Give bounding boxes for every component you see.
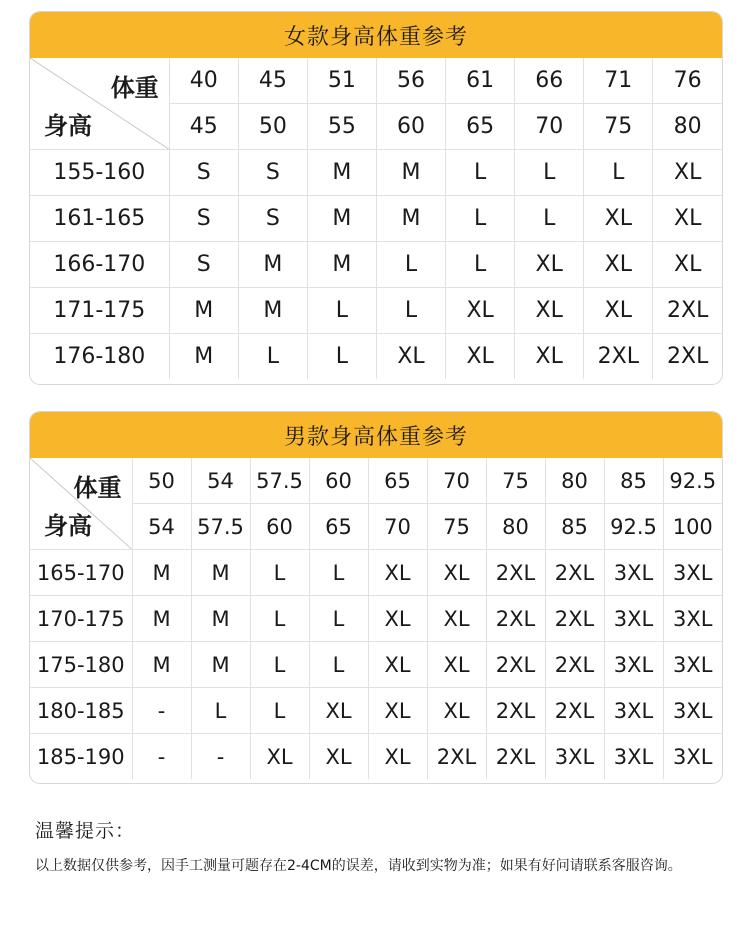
height-range-cell: 176-180 (30, 334, 169, 380)
size-cell: L (250, 550, 309, 596)
size-cell: XL (368, 596, 427, 642)
size-cell: 2XL (584, 334, 653, 380)
size-cell: 2XL (486, 642, 545, 688)
height-range-cell: 170-175 (30, 596, 132, 642)
weight-max-cell: 54 (132, 504, 191, 550)
size-cell: 2XL (545, 550, 604, 596)
size-cell: 3XL (604, 734, 663, 780)
weight-min-cell: 56 (376, 58, 445, 104)
size-cell: L (250, 642, 309, 688)
size-cell: XL (376, 334, 445, 380)
table-row (30, 150, 722, 196)
weight-min-cell: 80 (545, 458, 604, 504)
height-range-cell: 155-160 (30, 150, 169, 196)
size-cell: 3XL (604, 550, 663, 596)
size-cell: L (307, 288, 376, 334)
size-cell: L (309, 642, 368, 688)
height-range-cell: 166-170 (30, 242, 169, 288)
men-weight-row-1 (30, 458, 722, 504)
weight-min-cell: 76 (653, 58, 722, 104)
size-cell: 2XL (545, 642, 604, 688)
table-row (30, 688, 722, 734)
height-range-cell: 180-185 (30, 688, 132, 734)
women-weight-row-1 (30, 58, 722, 104)
size-cell: XL (446, 334, 515, 380)
size-cell: S (169, 196, 238, 242)
size-cell: XL (427, 688, 486, 734)
size-cell: 2XL (486, 688, 545, 734)
weight-max-cell: 70 (515, 104, 584, 150)
weight-max-cell: 57.5 (191, 504, 250, 550)
size-cell: 3XL (663, 550, 722, 596)
weight-max-cell: 60 (250, 504, 309, 550)
weight-max-cell: 55 (307, 104, 376, 150)
size-cell: XL (584, 196, 653, 242)
size-cell: XL (427, 642, 486, 688)
weight-max-cell: 75 (584, 104, 653, 150)
table-row (30, 642, 722, 688)
size-cell: XL (584, 288, 653, 334)
women-corner-cell (30, 58, 169, 150)
size-cell: L (307, 334, 376, 380)
weight-min-cell: 66 (515, 58, 584, 104)
weight-max-cell: 50 (238, 104, 307, 150)
height-range-cell: 185-190 (30, 734, 132, 780)
weight-max-cell: 75 (427, 504, 486, 550)
size-cell: M (169, 288, 238, 334)
size-cell: M (238, 242, 307, 288)
height-range-cell: 175-180 (30, 642, 132, 688)
size-cell: XL (368, 642, 427, 688)
size-cell: L (446, 150, 515, 196)
tips-title: 温馨提示： (35, 820, 136, 842)
size-cell: XL (446, 288, 515, 334)
size-cell: 2XL (653, 334, 722, 380)
table-row (30, 196, 722, 242)
size-cell: XL (653, 242, 722, 288)
size-cell: XL (515, 288, 584, 334)
size-cell: L (584, 150, 653, 196)
table-row (30, 288, 722, 334)
size-cell: L (309, 596, 368, 642)
size-cell: 2XL (486, 596, 545, 642)
size-cell: M (132, 550, 191, 596)
height-range-cell: 161-165 (30, 196, 169, 242)
men-weight-row-2 (30, 504, 722, 550)
size-cell: XL (515, 334, 584, 380)
weight-min-cell: 71 (584, 58, 653, 104)
size-cell: 3XL (663, 596, 722, 642)
weight-min-cell: 54 (191, 458, 250, 504)
size-cell: L (446, 242, 515, 288)
table-row (30, 734, 722, 780)
weight-max-cell: 80 (486, 504, 545, 550)
size-cell: S (169, 150, 238, 196)
size-cell: M (307, 150, 376, 196)
size-cell: M (191, 596, 250, 642)
size-cell: L (238, 334, 307, 380)
weight-max-cell: 80 (653, 104, 722, 150)
height-range-cell: 165-170 (30, 550, 132, 596)
size-cell: XL (309, 734, 368, 780)
size-cell: 3XL (663, 734, 722, 780)
women-size-card (29, 11, 723, 385)
size-cell: XL (250, 734, 309, 780)
weight-min-cell: 70 (427, 458, 486, 504)
size-cell: M (238, 288, 307, 334)
men-corner-cell (30, 458, 132, 550)
weight-max-cell: 60 (376, 104, 445, 150)
weight-min-cell: 45 (238, 58, 307, 104)
men-size-table (30, 458, 722, 779)
weight-min-cell: 60 (309, 458, 368, 504)
weight-max-cell: 100 (663, 504, 722, 550)
size-cell: XL (653, 196, 722, 242)
women-size-table (30, 58, 722, 379)
size-cell: S (169, 242, 238, 288)
size-cell: - (191, 734, 250, 780)
size-cell: L (309, 550, 368, 596)
size-cell: XL (368, 734, 427, 780)
size-cell: L (515, 150, 584, 196)
size-cell: L (515, 196, 584, 242)
size-cell: M (191, 642, 250, 688)
women-table-title: 女款身高体重参考 (30, 12, 722, 58)
weight-min-cell: 92.5 (663, 458, 722, 504)
size-cell: L (446, 196, 515, 242)
men-table-title: 男款身高体重参考 (30, 412, 722, 458)
size-cell: M (376, 150, 445, 196)
size-cell: - (132, 688, 191, 734)
weight-min-cell: 40 (169, 58, 238, 104)
size-cell: 2XL (545, 596, 604, 642)
size-cell: 2XL (653, 288, 722, 334)
height-range-cell: 171-175 (30, 288, 169, 334)
weight-max-cell: 85 (545, 504, 604, 550)
size-cell: M (132, 642, 191, 688)
size-cell: L (250, 688, 309, 734)
table-row (30, 596, 722, 642)
size-cell: XL (368, 550, 427, 596)
size-cell: M (376, 196, 445, 242)
size-cell: L (250, 596, 309, 642)
weight-min-cell: 51 (307, 58, 376, 104)
men-size-card (29, 411, 723, 784)
size-cell: M (307, 196, 376, 242)
size-cell: L (191, 688, 250, 734)
weight-min-cell: 75 (486, 458, 545, 504)
table-row (30, 550, 722, 596)
table-row (30, 242, 722, 288)
weight-max-cell: 70 (368, 504, 427, 550)
size-cell: 3XL (604, 688, 663, 734)
size-cell: XL (427, 596, 486, 642)
tips-text: 以上数据仅供参考，因手工测量可题存在2-4CM的误差，请收到实物为准；如果有好问请联系客服咨询。 (35, 858, 682, 874)
weight-min-cell: 61 (446, 58, 515, 104)
size-cell: XL (515, 242, 584, 288)
men-height-label: 身高 (44, 512, 92, 540)
size-cell: S (238, 150, 307, 196)
weight-min-cell: 50 (132, 458, 191, 504)
size-cell: 3XL (604, 596, 663, 642)
size-cell: 2XL (545, 688, 604, 734)
weight-max-cell: 65 (309, 504, 368, 550)
size-cell: XL (368, 688, 427, 734)
size-cell: 3XL (663, 688, 722, 734)
women-weight-label: 体重 (110, 74, 159, 102)
men-weight-label: 体重 (73, 474, 122, 502)
table-row (30, 334, 722, 380)
size-cell: M (191, 550, 250, 596)
size-cell: 3XL (604, 642, 663, 688)
size-cell: S (238, 196, 307, 242)
size-cell: XL (309, 688, 368, 734)
women-height-label: 身高 (44, 112, 92, 140)
size-cell: 2XL (486, 550, 545, 596)
size-cell: M (132, 596, 191, 642)
size-cell: XL (584, 242, 653, 288)
size-cell: - (132, 734, 191, 780)
size-cell: 2XL (427, 734, 486, 780)
size-cell: 2XL (486, 734, 545, 780)
size-cell: 3XL (663, 642, 722, 688)
weight-min-cell: 65 (368, 458, 427, 504)
weight-min-cell: 85 (604, 458, 663, 504)
weight-max-cell: 92.5 (604, 504, 663, 550)
size-cell: XL (653, 150, 722, 196)
size-cell: M (307, 242, 376, 288)
size-cell: L (376, 242, 445, 288)
size-cell: L (376, 288, 445, 334)
weight-max-cell: 45 (169, 104, 238, 150)
size-cell: 3XL (545, 734, 604, 780)
size-cell: M (169, 334, 238, 380)
weight-min-cell: 57.5 (250, 458, 309, 504)
size-cell: XL (427, 550, 486, 596)
weight-max-cell: 65 (446, 104, 515, 150)
